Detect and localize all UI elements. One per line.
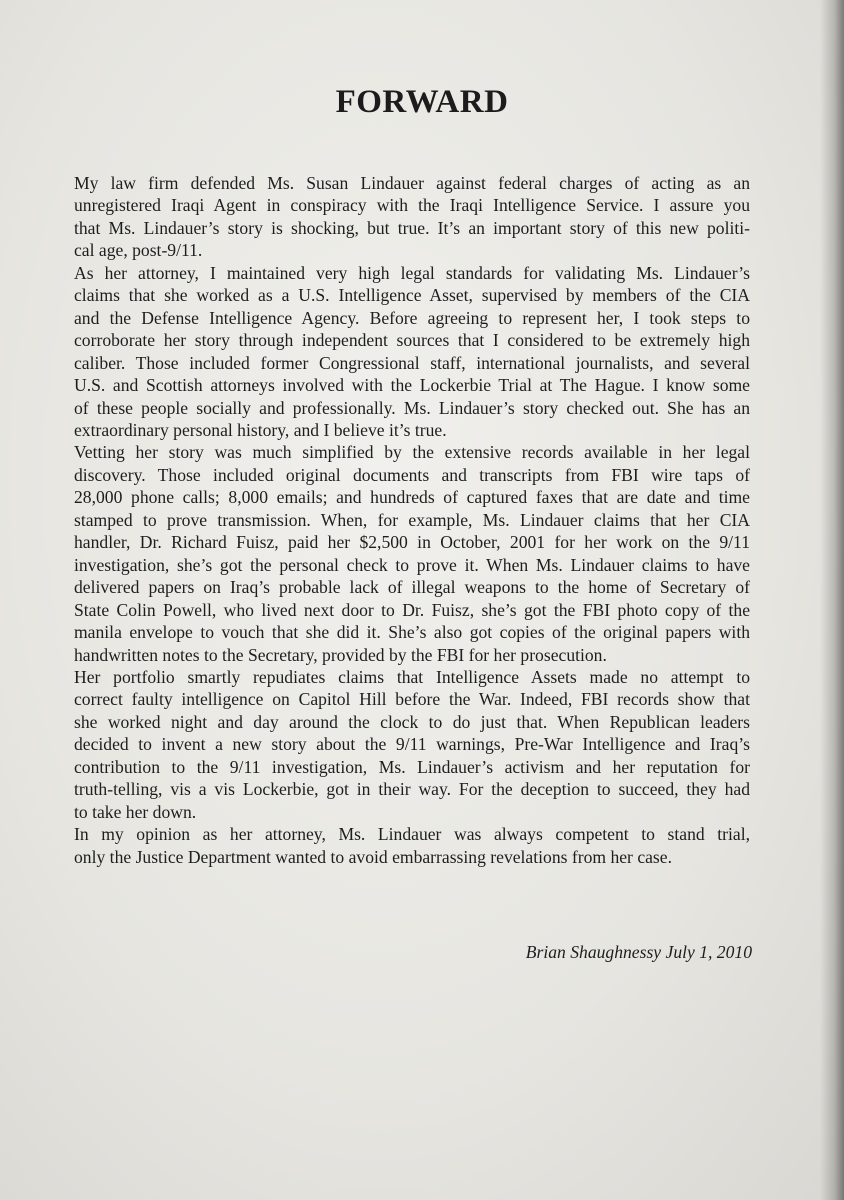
text-line: 28,000 phone calls; 8,000 emails; and hundreds of captured faxes that are date and time xyxy=(74,487,750,508)
text-line: delivered papers on Iraq’s probable lack of illegal weapons to the home of Secretary of xyxy=(74,577,750,598)
text-line: correct faulty intelligence on Capitol Hill before the War. Indeed, FBI records show that xyxy=(74,689,750,710)
text-line: decided to invent a new story about the 9/11 warnings, Pre-War Intelligence and Iraq’s xyxy=(74,734,750,755)
text-line: she worked night and day around the clock to do just that. When Republican leaders xyxy=(74,711,750,732)
paragraph xyxy=(74,666,750,823)
text-line: U.S. and Scottish attorneys involved with the Lockerbie Trial at The Hague. I know some xyxy=(74,375,750,396)
text-line: cal age, post-9/11. xyxy=(74,240,203,261)
text-line: unregistered Iraqi Agent in conspiracy with the Iraqi Intelligence Service. I assure you xyxy=(74,195,750,216)
paragraph xyxy=(74,441,750,666)
text-line: truth-telling, vis a vis Lockerbie, got in their way. For the deception to succeed, they had xyxy=(74,779,750,800)
text-line: My law firm defended Ms. Susan Lindauer against federal charges of acting as an xyxy=(74,173,750,193)
signature-line: Brian Shaughnessy July 1, 2010 xyxy=(525,942,752,962)
text-line: investigation, she’s got the personal check to prove it. When Ms. Lindauer claims to have xyxy=(74,554,750,575)
text-line: stamped to prove transmission. When, for example, Ms. Lindauer claims that her CIA xyxy=(74,509,750,530)
text-line: In my opinion as her attorney, Ms. Lindauer was always competent to stand trial, xyxy=(74,824,750,845)
text-line: discovery. Those included original documents and transcripts from FBI wire taps of xyxy=(74,464,750,485)
text-line: handwritten notes to the Secretary, provided by the FBI for her prosecution. xyxy=(74,644,607,665)
foreword-body xyxy=(74,172,750,868)
page-title: FORWARD xyxy=(335,84,509,120)
paragraph xyxy=(74,823,750,868)
text-line: only the Justice Department wanted to avoid embarrassing revelations from her case. xyxy=(74,846,672,867)
text-line: corroborate her story through independent sources that I considered to be extremely high xyxy=(74,330,750,351)
text-line: and the Defense Intelligence Agency. Before agreeing to represent her, I took steps to xyxy=(74,307,750,328)
text-line: caliber. Those included former Congressional staff, international journalists, and several xyxy=(74,352,750,373)
text-line: that Ms. Lindauer’s story is shocking, but true. It’s an important story of this new politi- xyxy=(74,217,750,238)
text-line: Vetting her story was much simplified by the extensive records available in her legal xyxy=(74,442,750,463)
text-line: extraordinary personal history, and I believe it’s true. xyxy=(74,419,447,440)
text-line: claims that she worked as a U.S. Intelligence Asset, supervised by members of the CIA xyxy=(74,285,750,306)
text-line: handler, Dr. Richard Fuisz, paid her $2,500 in October, 2001 for her work on the 9/11 xyxy=(74,532,750,553)
text-line: contribution to the 9/11 investigation, Ms. Lindauer’s activism and her reputation for xyxy=(74,756,750,777)
paragraph xyxy=(74,172,750,262)
paragraph xyxy=(74,262,750,442)
text-line: State Colin Powell, who lived next door to Dr. Fuisz, she’s got the FBI photo copy of the xyxy=(74,599,750,620)
text-line: to take her down. xyxy=(74,801,197,822)
text-line: As her attorney, I maintained very high legal standards for validating Ms. Lindauer’s xyxy=(74,262,750,283)
text-line: of these people socially and professionally. Ms. Lindauer’s story checked out. She has an xyxy=(74,397,750,418)
text-line: manila envelope to vouch that she did it. She’s also got copies of the original papers with xyxy=(74,622,750,643)
text-line: Her portfolio smartly repudiates claims that Intelligence Assets made no attempt to xyxy=(74,666,750,687)
